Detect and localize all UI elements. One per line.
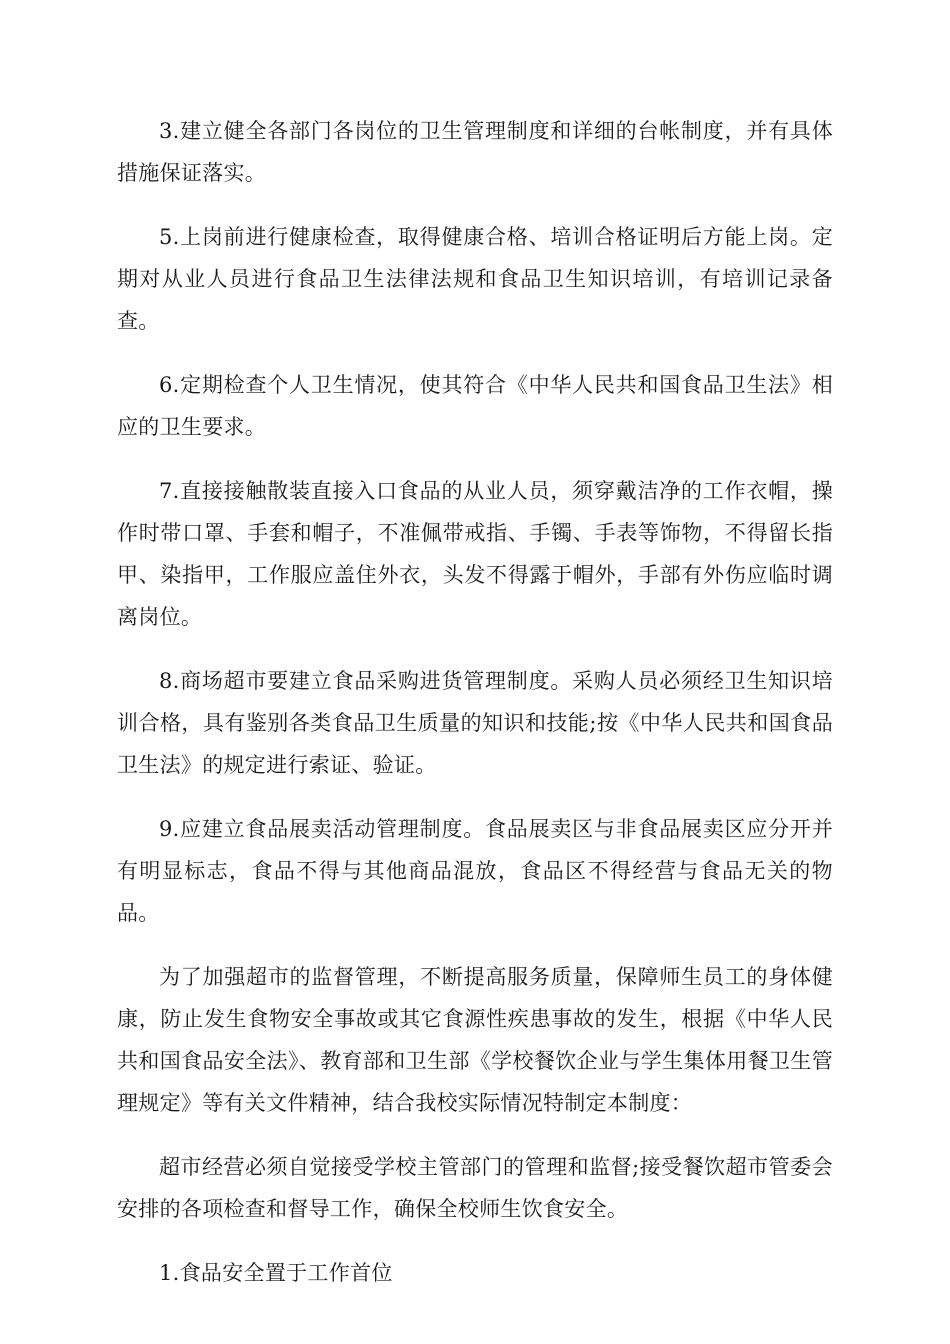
paragraph-item-5: 5.上岗前进行健康检查，取得健康合格、培训合格证明后方能上岗。定期对从业人员进行食品卫生法律法规和食品卫生知识培训，有培训记录备查。 bbox=[117, 225, 833, 333]
paragraph-item-7: 7.直接接触散装直接入口食品的从业人员，须穿戴洁净的工作衣帽，操作时带口罩、手套和帽子，不准佩带戒指、手镯、手表等饰物，不得留长指甲、染指甲，工作服应盖住外衣，头发不得露于帽外，手部有外伤应临时调离岗位。 bbox=[117, 479, 833, 629]
paragraph-item-8: 8.商场超市要建立食品采购进货管理制度。采购人员必须经卫生知识培训合格，具有鉴别各类食品卫生质量的知识和技能;按《中华人民共和国食品卫生法》的规定进行索证、验证。 bbox=[117, 669, 833, 777]
paragraph-intro: 为了加强超市的监督管理，不断提高服务质量，保障师生员工的身体健康，防止发生食物安全事故或其它食源性疾患事故的发生，根据《中华人民共和国食品安全法》、教育部和卫生部《学校餐饮企业与学生集体用餐卫生管理规定》等有关文件精神，结合我校实际情况特制定本制度： bbox=[117, 965, 833, 1115]
paragraph-item-3: 3.建立健全各部门各岗位的卫生管理制度和详细的台帐制度，并有具体措施保证落实。 bbox=[117, 119, 833, 185]
paragraph-supervision: 超市经营必须自觉接受学校主管部门的管理和监督;接受餐饮超市管委会安排的各项检查和督导工作，确保全校师生饮食安全。 bbox=[117, 1155, 833, 1221]
paragraph-item-9: 9.应建立食品展卖活动管理制度。食品展卖区与非食品展卖区应分开并有明显标志，食品不得与其他商品混放，食品区不得经营与食品无关的物品。 bbox=[117, 817, 833, 925]
document-body bbox=[117, 110, 833, 1316]
paragraph-item-1: 1.食品安全置于工作首位 bbox=[159, 1261, 393, 1285]
paragraph-item-6: 6.定期检查个人卫生情况，使其符合《中华人民共和国食品卫生法》相应的卫生要求。 bbox=[117, 373, 833, 439]
